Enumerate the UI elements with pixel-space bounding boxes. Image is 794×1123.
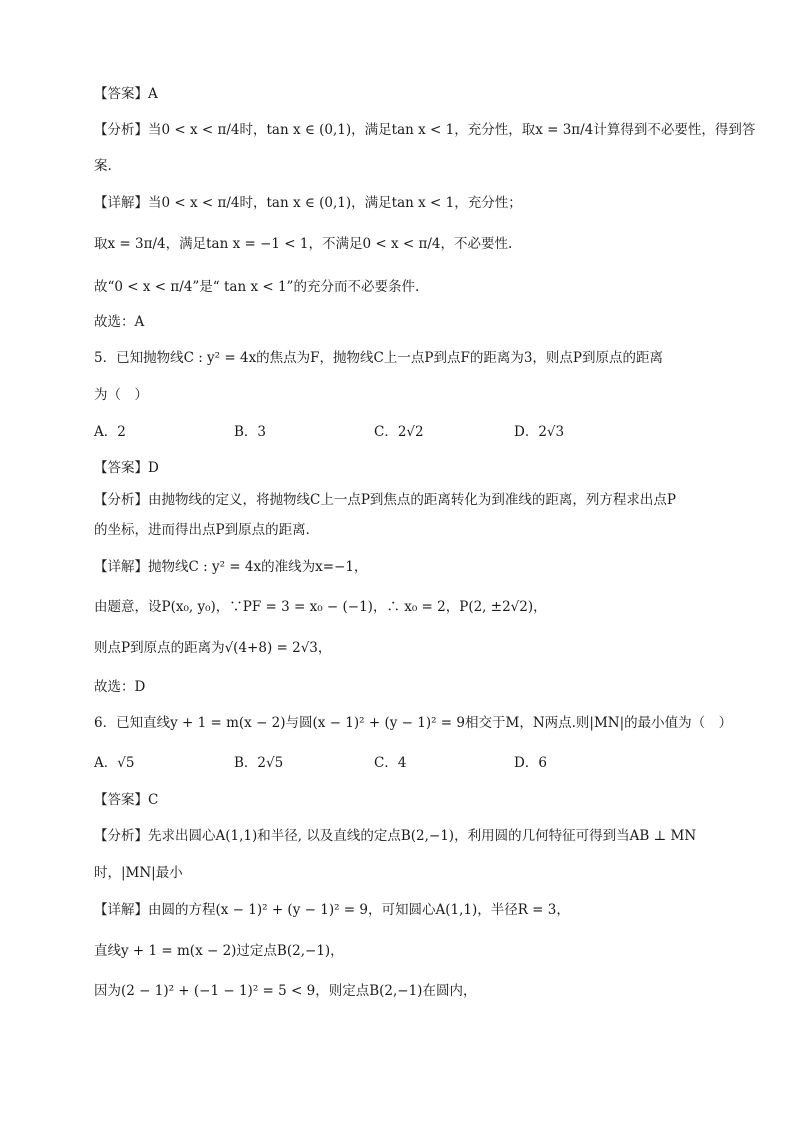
- q5-option-b[interactable]: B．3: [234, 424, 267, 440]
- q5-option-a[interactable]: A．2: [94, 424, 126, 440]
- q6-option-b[interactable]: B．2√5: [234, 755, 284, 771]
- detail-5-line3: 则点P到原点的距离为√(4+8) = 2√3，: [94, 640, 332, 656]
- analysis-6: 【分析】先求出圆心A(1,1)和半径, 以及直线的定点B(2,−1)，利用圆的几何特征可得到当AB ⊥ MN: [94, 828, 697, 844]
- question-5-options: [94, 422, 714, 442]
- question-5-stem-cont: 为（ ）: [94, 387, 148, 403]
- analysis-4-cont: 案.: [94, 158, 112, 174]
- choice-5: 故选：D: [94, 679, 146, 695]
- question-6-options: [94, 753, 714, 773]
- detail-6-line2: 直线y + 1 = m(x − 2)过定点B(2,−1)，: [94, 943, 344, 959]
- detail-4-line2: 取x = 3π/4，满足tan x = −1 < 1，不满足0 < x < π/4，不必要性.: [94, 236, 513, 252]
- answer-4: 【答案】A: [94, 86, 158, 102]
- q6-option-d[interactable]: D．6: [514, 755, 547, 771]
- detail-6-line1: 【详解】由圆的方程(x − 1)² + (y − 1)² = 9，可知圆心A(1,1)，半径R = 3，: [94, 902, 570, 918]
- q6-option-c[interactable]: C．4: [374, 755, 407, 771]
- q5-option-d[interactable]: D．2√3: [514, 424, 565, 440]
- detail-5-line2: 由题意，设P(x₀, y₀)，∵PF = 3 = x₀ − (−1)，∴ x₀ = 2，P(2, ±2√2)，: [94, 599, 547, 615]
- detail-5-line1: 【详解】抛物线C : y² = 4x的准线为x=−1，: [94, 559, 368, 575]
- q6-option-a[interactable]: A．√5: [94, 755, 135, 771]
- q5-option-c[interactable]: C．2√2: [374, 424, 424, 440]
- question-5-stem: 5．已知抛物线C : y² = 4x的焦点为F，抛物线C上一点P到点F的距离为3，则点P到原点的距离: [94, 350, 664, 366]
- analysis-6-cont: 时，|MN|最小: [94, 865, 183, 881]
- conclusion-4: 故“0 < x < π/4”是“ tan x < 1”的充分而不必要条件.: [94, 279, 420, 295]
- analysis-5: 【分析】由抛物线的定义，将抛物线C上一点P到焦点的距离转化为到准线的距离，列方程求出点P: [94, 492, 676, 508]
- question-6-stem: 6．已知直线y + 1 = m(x − 2)与圆(x − 1)² + (y − 1)² = 9相交于M，N两点.则|MN|的最小值为（ ）: [94, 715, 733, 731]
- analysis-4: 【分析】当0 < x < π/4时，tan x ∈ (0,1)，满足tan x < 1，充分性，取x = 3π/4计算得到不必要性，得到答: [94, 122, 756, 138]
- choice-4: 故选：A: [94, 314, 145, 330]
- detail-6-line3: 因为(2 − 1)² + (−1 − 1)² = 5 < 9，则定点B(2,−1)在圆内，: [94, 983, 477, 999]
- analysis-5-cont: 的坐标，进而得出点P到原点的距离．: [94, 522, 320, 538]
- detail-4-line1: 【详解】当0 < x < π/4时，tan x ∈ (0,1)，满足tan x < 1，充分性；: [94, 195, 522, 211]
- answer-5: 【答案】D: [94, 460, 159, 476]
- answer-6: 【答案】C: [94, 792, 159, 808]
